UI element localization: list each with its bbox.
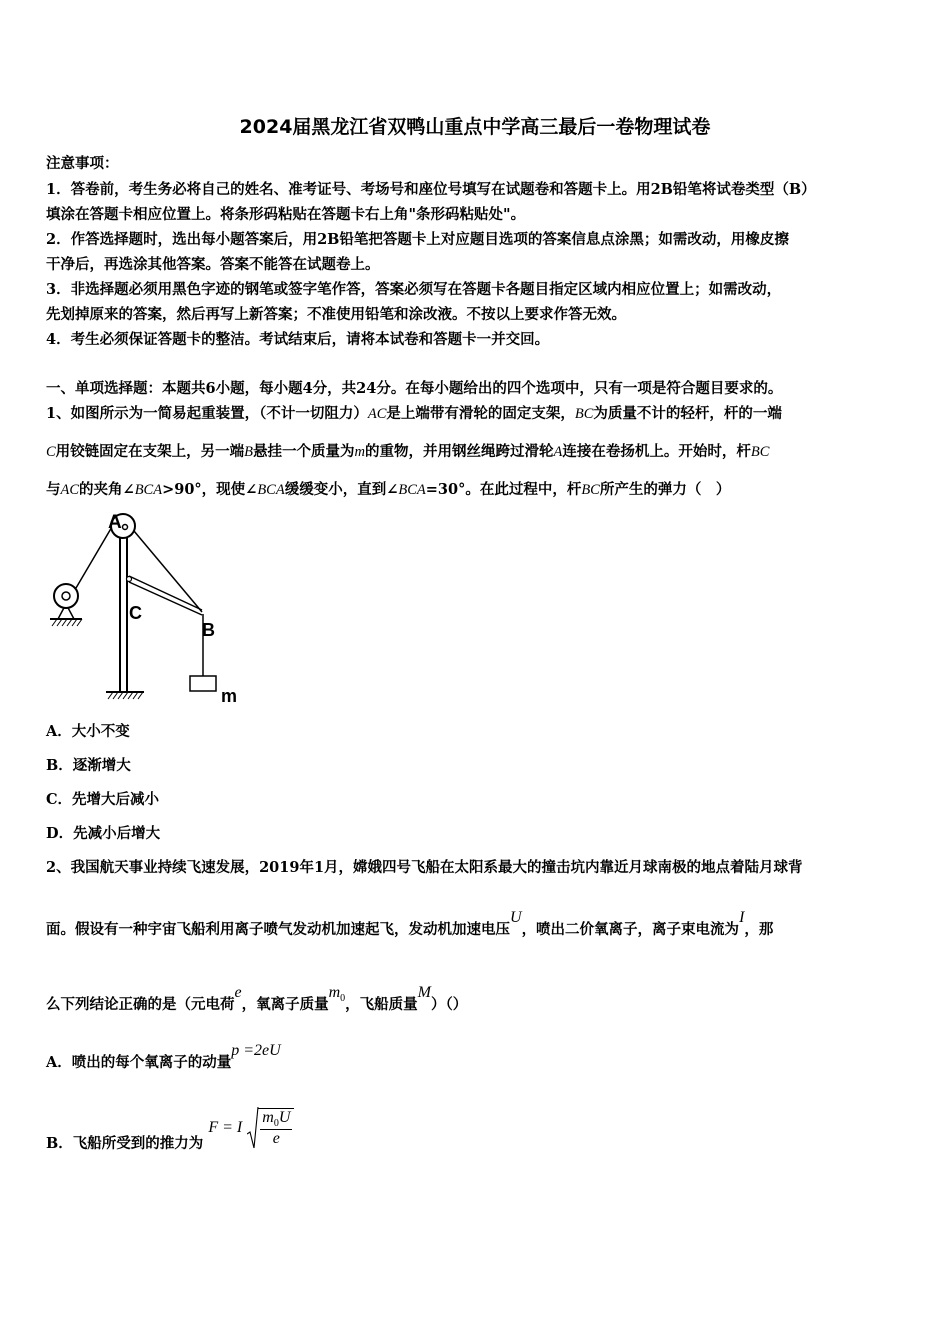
hinge-icon bbox=[127, 577, 132, 582]
section-heading: 一、单项选择题：本题共6小题，每小题4分，共24分。在每小题给出的四个选项中，只有一项是符合题目要求的。 bbox=[46, 380, 783, 397]
q1-symbol: B bbox=[244, 444, 254, 460]
q1-stem-line bbox=[46, 440, 769, 461]
formula-lhs: F = I bbox=[208, 1119, 243, 1136]
q1-text: =30°。在此过程中，杆 bbox=[425, 481, 582, 498]
q1-text: 用铰链固定在支架上，另一端 bbox=[55, 443, 245, 460]
q2-option-a bbox=[46, 1042, 281, 1072]
notice-line: 先划掉原来的答案，然后再写上新答案；不准使用铅笔和涂改液。不按以上要求作答无效。 bbox=[46, 306, 626, 323]
q1-text: 连接在卷扬机上。开始时，杆 bbox=[562, 443, 751, 460]
support-ground-hatch bbox=[108, 692, 143, 699]
q1-text: 为质量不计的轻杆，杆的一端 bbox=[593, 405, 782, 422]
subscript-0: 0 bbox=[273, 1117, 279, 1129]
q1-text: 的重物，并用钢丝绳跨过滑轮 bbox=[365, 443, 554, 460]
q2-stem-line bbox=[46, 909, 774, 939]
notice-line: 填涂在答题卡相应位置上。将条形码粘贴在答题卡右上角"条形码粘贴处"。 bbox=[46, 206, 526, 223]
notice-line: 3．非选择题必须用黑色字迹的钢笔或签字笔作答，答案必须写在答题卡各题目指定区域内相应位置上；如需改动， bbox=[46, 281, 782, 298]
label-a: A bbox=[108, 512, 122, 533]
q1-symbol: BC bbox=[581, 482, 600, 498]
q2-option-b-text: B．飞船所受到的推力为 bbox=[46, 1135, 204, 1152]
q2-stem-line bbox=[46, 984, 468, 1016]
q1-symbol: AC bbox=[60, 482, 80, 498]
fraction-numerator bbox=[260, 1109, 292, 1130]
weight-block bbox=[190, 676, 216, 691]
label-c: C bbox=[129, 603, 142, 623]
q1-symbol: BCA bbox=[257, 482, 285, 498]
q2-text: ，喷出二价氧离子，离子束电流为 bbox=[521, 921, 740, 938]
symbol-u: U bbox=[278, 1109, 291, 1127]
label-m: m bbox=[221, 686, 238, 706]
q1-symbol: BCA bbox=[134, 482, 163, 498]
q1-text: 是上端带有滑轮的固定支架， bbox=[386, 405, 575, 422]
q1-text: 的夹角∠ bbox=[79, 481, 135, 498]
label-b: B bbox=[202, 620, 215, 640]
q2-symbol: I bbox=[739, 909, 745, 926]
q1-stem-line bbox=[46, 402, 782, 423]
q2-stem-line: 2、我国航天事业持续飞速发展，2019年1月，嫦娥四号飞船在太阳系最大的撞击坑内靠近月球南极的地点着陆月球背 bbox=[46, 859, 803, 876]
q2-text: ，氧离子质量 bbox=[241, 996, 329, 1013]
q1-option-b: B．逐渐增大 bbox=[46, 757, 131, 774]
q1-symbol: BC bbox=[750, 444, 770, 460]
winch-ground-hatch bbox=[52, 619, 82, 626]
notice-line: 1．答卷前，考生务必将自己的姓名、准考证号、考场号和座位号填写在试题卷和答题卡上。用2B铅笔将试卷类型（B） bbox=[46, 181, 816, 198]
q2-text: ，那 bbox=[744, 921, 774, 938]
q2-text: ）（） bbox=[431, 996, 468, 1013]
q1-symbol: BC bbox=[574, 406, 594, 422]
fraction-denominator: e bbox=[272, 1129, 280, 1147]
q1-symbol: BCA bbox=[398, 482, 426, 498]
q2-symbol: m bbox=[328, 984, 341, 1001]
q1-text: 悬挂一个质量为 bbox=[253, 443, 355, 460]
q1-option-c: C．先增大后减小 bbox=[46, 791, 160, 808]
q1-option-d: D．先减小后增大 bbox=[46, 825, 161, 842]
q2-symbol: U bbox=[510, 909, 522, 926]
q2-option-b-formula bbox=[208, 1106, 294, 1150]
notice-line: 2．作答选择题时，选出每小题答案后，用2B铅笔把答题卡上对应题目选项的答案信息点涂黑；如需改动，用橡皮擦 bbox=[46, 231, 789, 248]
q2-text: 面。假设有一种宇宙飞船利用离子喷气发动机加速起飞，发动机加速电压 bbox=[46, 921, 510, 938]
q1-text: 1、如图所示为一简易起重装置，（不计一切阻力） bbox=[46, 405, 368, 422]
q2-subscript: 0 bbox=[340, 992, 346, 1004]
q1-stem-line bbox=[46, 478, 730, 499]
q1-symbol: C bbox=[46, 444, 56, 460]
q1-option-a: A．大小不变 bbox=[46, 723, 130, 740]
q2-option-a-text: A．喷出的每个氧离子的动量 bbox=[46, 1054, 232, 1071]
q2-option-a-formula: p =2eU bbox=[231, 1042, 281, 1059]
q1-symbol: m bbox=[354, 444, 366, 460]
symbol-m: m bbox=[262, 1109, 274, 1127]
q2-text: ，飞船质量 bbox=[345, 996, 418, 1013]
q2-symbol: e bbox=[234, 984, 242, 1001]
notice-line: 4．考生必须保证答题卡的整洁。考试结束后，请将本试卷和答题卡一并交回。 bbox=[46, 331, 550, 348]
q1-text: 所产生的弹力（ ） bbox=[599, 481, 731, 498]
notice-heading: 注意事项： bbox=[46, 155, 119, 172]
page-title: 2024届黑龙江省双鸭山重点中学高三最后一卷物理试卷 bbox=[239, 116, 711, 138]
q1-text: 缓缓变小，直到∠ bbox=[284, 481, 399, 498]
crane-diagram bbox=[46, 506, 246, 708]
q1-text: >90°，现使∠ bbox=[162, 481, 258, 498]
q1-symbol: AC bbox=[367, 406, 387, 422]
q2-text: 么下列结论正确的是（元电荷 bbox=[46, 996, 235, 1013]
q2-symbol: M bbox=[417, 984, 431, 1001]
notice-line: 干净后，再选涂其他答案。答案不能答在试题卷上。 bbox=[46, 256, 380, 273]
q1-text: 与 bbox=[46, 481, 61, 498]
q1-symbol: A bbox=[553, 444, 563, 460]
q2-option-b bbox=[46, 1102, 294, 1152]
sqrt-content bbox=[258, 1108, 294, 1148]
